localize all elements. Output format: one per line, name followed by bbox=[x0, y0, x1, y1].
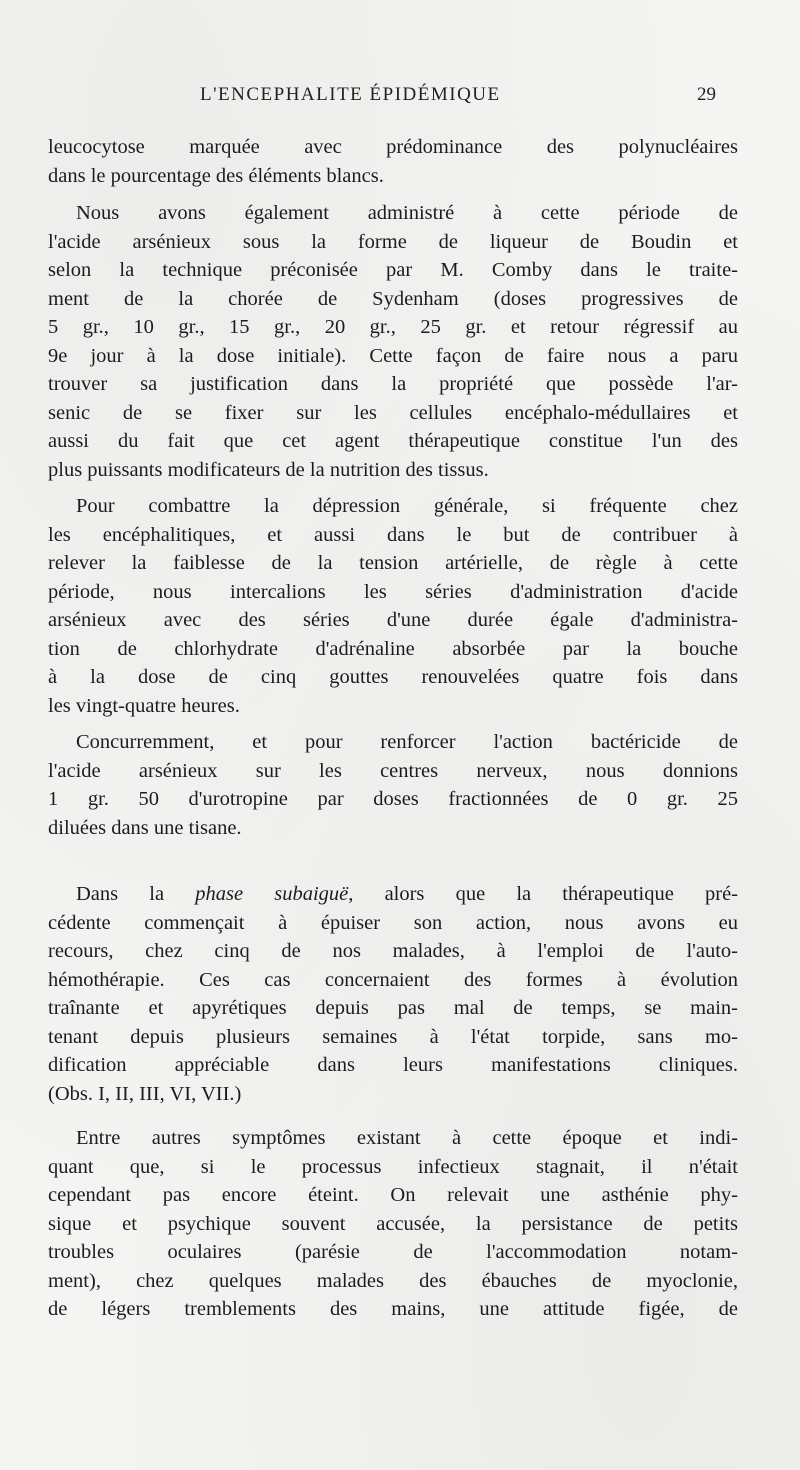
line-rest: , alors que la thérapeutique pré- bbox=[348, 883, 739, 905]
paragraph-2 bbox=[48, 199, 738, 484]
text-line: ment de la chorée de Sydenham (doses progressives de bbox=[48, 287, 738, 310]
text-line: (Obs. I, II, III, VI, VII.) bbox=[48, 1082, 242, 1105]
text-line: aussi du fait que cet agent thérapeutique constitue l'un des bbox=[48, 430, 738, 452]
text-line: hémothérapie. Ces cas concernaient des formes à évolution bbox=[48, 968, 738, 991]
paragraph-4 bbox=[48, 728, 738, 842]
paragraph-6 bbox=[48, 1124, 738, 1324]
paragraph-3 bbox=[48, 492, 738, 720]
running-title: L'ENCEPHALITE ÉPIDÉMIQUE bbox=[200, 84, 501, 105]
text-line: arsénieux avec des séries d'une durée égale d'administra- bbox=[48, 609, 738, 631]
text-line: période, nous intercalions les séries d'administration d'acide bbox=[48, 580, 738, 603]
text-line: Pour combattre la dépression générale, si fréquente chez bbox=[76, 495, 738, 517]
page-number: 29 bbox=[697, 84, 716, 105]
text-line: Entre autres symptômes existant à cette époque et indi- bbox=[76, 1127, 738, 1149]
paragraph-1 bbox=[48, 133, 738, 190]
text-line: senic de se fixer sur les cellules encéphalo-médullaires et bbox=[48, 401, 738, 424]
text-line: Concurremment, et pour renforcer l'action bactéricide de bbox=[76, 731, 738, 753]
line-prefix: Dans la bbox=[76, 883, 165, 905]
text-line bbox=[48, 880, 738, 909]
text-line: 5 gr., 10 gr., 15 gr., 20 gr., 25 gr. et retour régressif au bbox=[48, 316, 738, 338]
text-line: cédente commençait à épuiser son action, nous avons eu bbox=[48, 911, 738, 934]
text-line: cependant pas encore éteint. On relevait une asthénie phy- bbox=[48, 1184, 738, 1206]
text-line: 1 gr. 50 d'urotropine par doses fractionnées de 0 gr. 25 bbox=[48, 788, 738, 810]
text-line: quant que, si le processus infectieux stagnait, il n'était bbox=[48, 1155, 738, 1178]
text-line: relever la faiblesse de la tension artérielle, de règle à cette bbox=[48, 552, 738, 574]
text-line: dans le pourcentage des éléments blancs. bbox=[48, 164, 384, 187]
text-line: les encéphalitiques, et aussi dans le but de contribuer à bbox=[48, 523, 738, 546]
text-line: ment), chez quelques malades des ébauches de myoclonie, bbox=[48, 1269, 738, 1292]
text-line: Nous avons également administré à cette période de bbox=[76, 202, 738, 224]
body-text bbox=[48, 133, 738, 1324]
text-line: trouver sa justification dans la propriété que possède l'ar- bbox=[48, 373, 738, 395]
text-line: les vingt-quatre heures. bbox=[48, 694, 240, 717]
text-line: selon la technique préconisée par M. Comby dans le traite- bbox=[48, 259, 738, 281]
text-line: sique et psychique souvent accusée, la persistance de petits bbox=[48, 1212, 738, 1235]
text-line: diluées dans une tisane. bbox=[48, 816, 242, 839]
paragraph-5 bbox=[48, 880, 738, 1108]
text-line: de légers tremblements des mains, une attitude figée, de bbox=[48, 1298, 738, 1320]
page-header bbox=[0, 84, 800, 114]
text-line: tenant depuis plusieurs semaines à l'état torpide, sans mo- bbox=[48, 1025, 738, 1048]
text-line: leucocytose marquée avec prédominance des polynucléaires bbox=[48, 136, 738, 158]
text-line: tion de chlorhydrate d'adrénaline absorbée par la bouche bbox=[48, 637, 738, 660]
text-line: traînante et apyrétiques depuis pas mal de temps, se main- bbox=[48, 997, 738, 1019]
text-line: plus puissants modificateurs de la nutrition des tissus. bbox=[48, 458, 489, 481]
italic-phrase: phase subaiguë bbox=[195, 883, 349, 905]
text-line: troubles oculaires (parésie de l'accommodation notam- bbox=[48, 1241, 738, 1263]
text-line: à la dose de cinq gouttes renouvelées quatre fois dans bbox=[48, 666, 738, 688]
text-line: l'acide arsénieux sur les centres nerveux, nous donnions bbox=[48, 759, 738, 782]
text-line: recours, chez cinq de nos malades, à l'emploi de l'auto- bbox=[48, 940, 738, 962]
text-line: l'acide arsénieux sous la forme de liqueur de Boudin et bbox=[48, 230, 738, 253]
text-line: 9e jour à la dose initiale). Cette façon de faire nous a paru bbox=[48, 344, 738, 367]
text-line: dification appréciable dans leurs manifestations cliniques. bbox=[48, 1054, 738, 1076]
